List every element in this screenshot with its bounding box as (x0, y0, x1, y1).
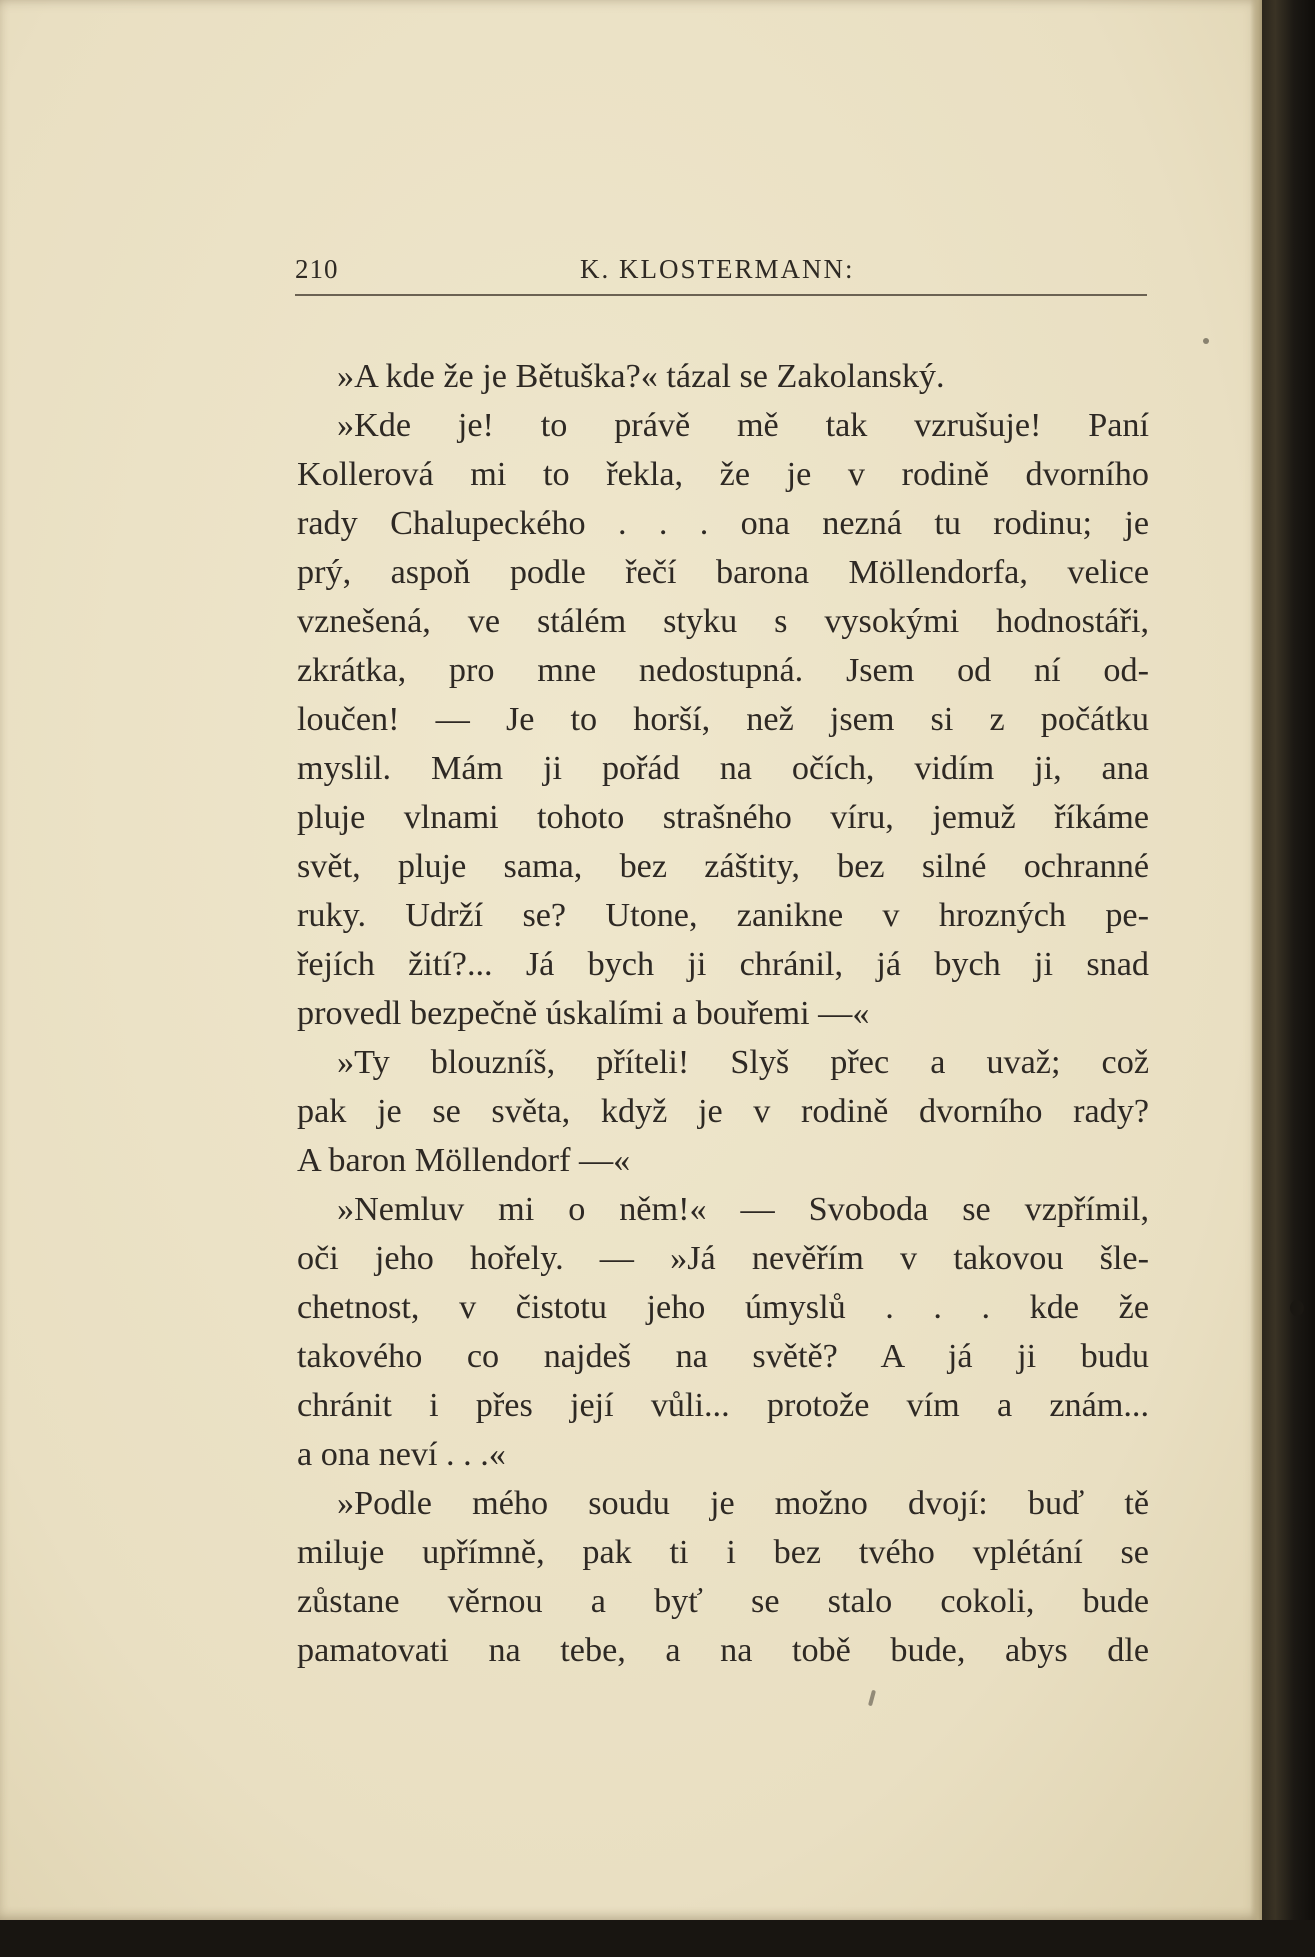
text-line: »Kde je! to právě mě tak vzrušuje! Paní (337, 407, 1149, 444)
text-line: chetnost, v čistotu jeho úmyslů . . . kde že (297, 1289, 1149, 1326)
page-header (295, 254, 1147, 296)
text-line: loučen! — Je to horší, než jsem si z počátku (297, 701, 1149, 738)
text-line: řejích žití?... Já bych ji chránil, já bych ji snad (297, 946, 1149, 983)
text-line: zkrátka, pro mne nedostupná. Jsem od ní od- (297, 652, 1149, 689)
text-line: pak je se světa, když je v rodině dvorního rady? (297, 1093, 1149, 1130)
text-line: miluje upřímně, pak ti i bez tvého vplétání se (297, 1534, 1149, 1571)
text-line: svět, pluje sama, bez záštity, bez silné ochranné (297, 848, 1149, 885)
text-line: ruky. Udrží se? Utone, zanikne v hrozných pe- (297, 897, 1149, 934)
text-line: takového co najdeš na světě? A já ji budu (297, 1338, 1149, 1375)
body-text (297, 352, 1149, 1675)
text-line: »Podle mého soudu je možno dvojí: buď tě (337, 1485, 1149, 1522)
text-line: »Nemluv mi o něm!« — Svoboda se vzpřímil, (337, 1191, 1149, 1228)
text-line: oči jeho hořely. — »Já nevěřím v takovou šle- (297, 1240, 1149, 1277)
running-head: K. KLOSTERMANN: (580, 254, 855, 284)
text-line: prý, aspoň podle řečí barona Möllendorfa, velice (297, 554, 1149, 591)
ink-speck (1290, 1300, 1304, 1316)
text-line: a ona neví . . .« (297, 1436, 506, 1473)
text-line: zůstane věrnou a byť se stalo cokoli, bude (297, 1583, 1149, 1620)
text-line: provedl bezpečně úskalími a bouřemi —« (297, 995, 870, 1032)
text-line: »Ty blouzníš, příteli! Slyš přec a uvaž; což (337, 1044, 1149, 1081)
text-line: myslil. Mám ji pořád na očích, vidím ji, ana (297, 750, 1149, 787)
text-line: pluje vlnami tohoto strašného víru, jemuž říkáme (297, 799, 1149, 836)
text-line: A baron Möllendorf —« (297, 1142, 631, 1179)
text-line: »A kde že je Bětuška?« tázal se Zakolanský. (337, 358, 945, 395)
page-number: 210 (295, 254, 339, 284)
text-line: rady Chalupeckého . . . ona nezná tu rodinu; je (297, 505, 1149, 542)
text-line: chránit i přes její vůli... protože vím a znám... (297, 1387, 1149, 1424)
ink-speck (1203, 338, 1209, 344)
bottom-shadow (0, 1920, 1315, 1957)
text-line: Kollerová mi to řekla, že je v rodině dvorního (297, 456, 1149, 493)
text-line: vznešená, ve stálém styku s vysokými hodnostáři, (297, 603, 1149, 640)
book-spine (1262, 0, 1315, 1957)
text-line: pamatovati na tebe, a na tobě bude, abys dle (297, 1632, 1149, 1669)
